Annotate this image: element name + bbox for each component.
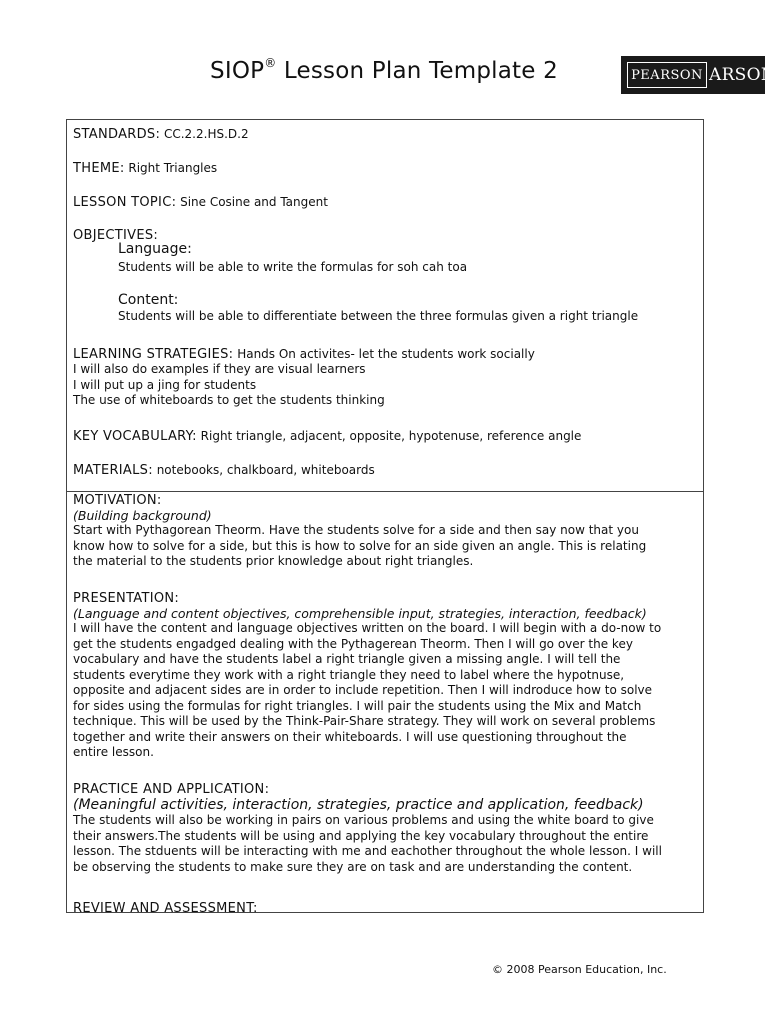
page-title: SIOP® Lesson Plan Template 2 bbox=[210, 56, 558, 84]
logo-box: PEARSON bbox=[627, 62, 707, 88]
presentation-line: students everytime they work with a right triangle they need to label where the hypotnuse, bbox=[73, 667, 625, 682]
standards-value: CC.2.2.HS.D.2 bbox=[160, 127, 249, 141]
motivation-line: the material to the students prior knowledge about right triangles. bbox=[73, 554, 474, 568]
language-objective: Students will be able to write the formulas for soh cah toa bbox=[118, 260, 468, 274]
theme-label: THEME: bbox=[73, 161, 125, 176]
practice-line: lesson. The stduents will be interacting with me and eachother throughout the whole lesson. I will bbox=[73, 844, 662, 858]
theme-row bbox=[73, 157, 697, 176]
practice-line: their answers.The students will be using and applying the key vocabulary throughout the entire bbox=[73, 828, 649, 843]
practice-section bbox=[73, 782, 697, 875]
presentation-note: (Language and content objectives, comprehensible input, strategies, interaction, feedback) bbox=[73, 606, 647, 621]
standards-row bbox=[73, 123, 697, 142]
presentation-line: opposite and adjacent sides are in order to include repetition. Then I will indroduce how to solve bbox=[73, 683, 653, 697]
practice-line: The students will also be working in pairs on various problems and using the white board to give bbox=[73, 813, 654, 827]
presentation-line: I will have the content and language objectives written on the board. I will begin with a do-now to bbox=[73, 621, 662, 635]
standards-label: STANDARDS: bbox=[73, 127, 161, 142]
key-vocabulary-value: Right triangle, adjacent, opposite, hypotenuse, reference angle bbox=[196, 429, 582, 443]
motivation-section bbox=[73, 493, 697, 570]
learning-strategies-line: The use of whiteboards to get the students thinking bbox=[73, 393, 385, 407]
presentation-line: entire lesson. bbox=[73, 745, 154, 759]
learning-strategies-value: Hands On activites- let the students work socially bbox=[233, 347, 535, 361]
section-divider bbox=[67, 491, 703, 492]
key-vocabulary-label: KEY VOCABULARY: bbox=[73, 429, 197, 444]
presentation-line: together and write their answers on their whiteboards. I will use questioning throughout the bbox=[73, 729, 627, 744]
motivation-note: (Building background) bbox=[73, 508, 212, 523]
motivation-line: know how to solve for a side, but this is how to solve for an side given an angle. This is relating bbox=[73, 538, 647, 553]
lesson-topic-value: Sine Cosine and Tangent bbox=[176, 195, 328, 209]
content-objective: Students will be able to differentiate between the three formulas given a right triangle bbox=[118, 309, 639, 323]
learning-strategies-section bbox=[73, 343, 697, 409]
review-label: REVIEW AND ASSESSMENT: bbox=[73, 901, 258, 916]
presentation-line: get the students engadged dealing with the Pythagerean Theorm. Then I will go over the key bbox=[73, 636, 633, 651]
lesson-plan-table bbox=[66, 119, 704, 916]
pearson-logo bbox=[621, 56, 776, 94]
key-vocabulary-row bbox=[73, 425, 697, 444]
learning-strategies-line: I will also do examples if they are visual learners bbox=[73, 362, 366, 376]
materials-value: notebooks, chalkboard, whiteboards bbox=[152, 463, 375, 477]
learning-strategies-label: LEARNING STRATEGIES: bbox=[73, 347, 234, 362]
presentation-label: PRESENTATION: bbox=[73, 591, 180, 606]
registered-mark: ® bbox=[264, 56, 277, 70]
practice-label: PRACTICE AND APPLICATION: bbox=[73, 782, 270, 797]
motivation-label: MOTIVATION: bbox=[73, 493, 162, 508]
lesson-topic-row bbox=[73, 191, 697, 210]
language-label: Language: bbox=[118, 241, 192, 257]
review-row bbox=[73, 897, 697, 916]
practice-line: be observing the students to make sure they are on task and are understanding the content. bbox=[73, 859, 633, 874]
theme-value: Right Triangles bbox=[124, 161, 218, 175]
presentation-line: vocabulary and have the students label a right triangle given a missing angle. I will tell the bbox=[73, 652, 621, 666]
motivation-line: Start with Pythagorean Theorm. Have the students solve for a side and then say now that you bbox=[73, 523, 639, 537]
presentation-section bbox=[73, 591, 697, 761]
logo-tail: ARSON bbox=[709, 65, 776, 85]
practice-note: (Meaningful activities, interaction, strategies, practice and application, feedback) bbox=[73, 797, 644, 813]
content-label: Content: bbox=[118, 292, 179, 308]
presentation-line: for sides using the formulas for right triangles. I will pair the students using the Mix and Match bbox=[73, 698, 642, 713]
materials-label: MATERIALS: bbox=[73, 463, 153, 478]
copyright-footer: © 2008 Pearson Education, Inc. bbox=[492, 963, 667, 976]
lesson-topic-label: LESSON TOPIC: bbox=[73, 195, 177, 210]
presentation-line: technique. This will be used by the Think-Pair-Share strategy. They will work on several problems bbox=[73, 714, 656, 728]
materials-row bbox=[73, 459, 697, 478]
learning-strategies-line: I will put up a jing for students bbox=[73, 377, 257, 392]
objectives-label: OBJECTIVES: bbox=[73, 228, 159, 243]
